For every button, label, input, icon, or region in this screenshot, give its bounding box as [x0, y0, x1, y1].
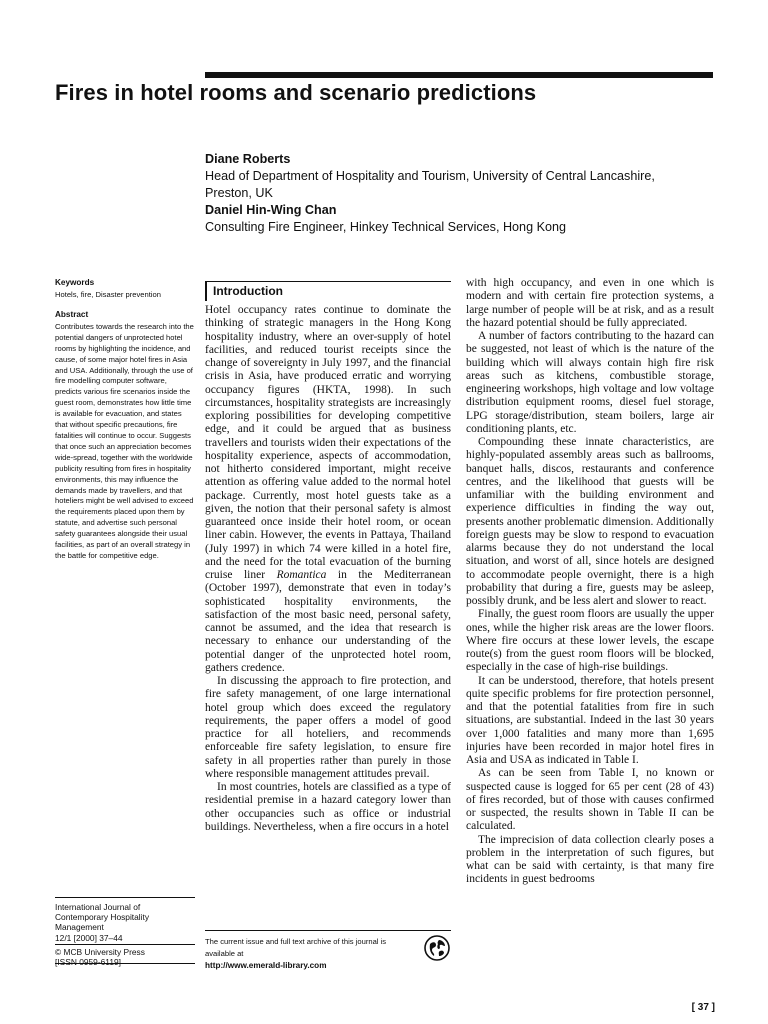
journal-name: Contemporary Hospitality: [55, 912, 150, 923]
title-rule: [205, 72, 713, 78]
body-paragraph: The imprecision of data collection clearly poses a problem in the interpretation of such figures, but what can be said with certainty, is that many fire incidents in guest bedrooms: [466, 833, 714, 886]
keywords-text: Hotels, fire, Disaster prevention: [55, 289, 161, 299]
publisher: © MCB University Press: [55, 946, 145, 957]
body-paragraph: As can be seen from Table I, no known or suspected cause is logged for 65 per cent (28 of 43) of fires recorded, but of those with causes confirmed or suspected, the results shown in Table II can be calculated.: [466, 767, 714, 833]
body-paragraph: In most countries, hotels are classified as a type of residential premise in a hazard category lower than other occupancies such as office or industrial buildings. Nevertheless, when a fire occurs in a hotel: [205, 781, 451, 833]
abstract-text: Contributes towards the research into the potential dangers of unprotected hotel rooms by highlighting the incidence, and cause, of some major hotel fires in Asia and USA. Additionally, through the use of fire modelling computer software, predicts various fire scenarios inside the guest room, demonstrates how little time is available for evacuation, and states that without specific precautions, fire fatalities will continue to occur. Suggests that once such an appreciation becomes wide-spread, together with the worldwide publicity resulting from fires in hospitality environments, this may influence the demands made by travellers, and that hoteliers might be well advised to exceed the requirements placed upon them by statute, and advertise such personal safety guarantees alongside their usual facilities, as part of an overall strategy in the battle for competitive edge.: [55, 321, 194, 560]
author-affiliation: Consulting Fire Engineer, Hinkey Technical Services, Hong Kong: [205, 220, 566, 234]
body-paragraph: [205, 304, 451, 675]
body-column-1: [205, 304, 451, 834]
section-heading: Introduction: [205, 281, 451, 301]
keywords-heading: Keywords: [55, 278, 95, 287]
footnote-rule: [205, 930, 451, 931]
page-number: [ 37 ]: [691, 1002, 715, 1013]
footnote: [205, 936, 415, 972]
body-paragraph: Compounding these innate characteristics, are highly-populated assembly areas such as ballrooms, banquet halls, discos, restaurants and conference centres, and the likelihood that guests will be unfamiliar with the building environment and experience difficulties in finding the way out, presents another problematic dimension. Additionally foreign guests may be slow to respond to evacuation alarms because they do not understand the local situation, and worst of all, since hotels are designed to accommodate people overnight, there is a high probability that during a fire, guests may be asleep, possibly drunk, and be less alert and slower to react.: [466, 436, 714, 607]
body-text: Hotel occupancy rates continue to dominate the thinking of strategic managers in the Hong Kong hospitality industry, where an over-supply of hotel facilities, and reduced tourist receipts since the change of sovereignty in July 1997, and the financial crisis in Asia, have produced erratic and worrying occupancy figures (HKTA, 1998). In such circumstances, hospitality strategists are increasingly exploring possibilities for developing competitive edge, and it could be argued that as business travellers and tourists widen their expectations of the hospitality experience, aspects of accommodation, not hitherto considered important, might receive attention as offering value added to the normal hotel package. Currently, most hotel guests take as a given, the notion that their personal safety is almost guaranteed once inside their hotel room, or ocean liner cabin. However, the events in Pattaya, Thailand (July 1997) in which 74 were killed in a hotel fire, and the need for the total evacuation of the burning cruise liner: [205, 304, 451, 581]
journal-name: Management: [55, 922, 104, 933]
author-name: Daniel Hin-Wing Chan: [205, 203, 337, 217]
abstract-block: [55, 310, 195, 562]
article-title: Fires in hotel rooms and scenario predictions: [55, 80, 537, 105]
body-paragraph: In discussing the approach to fire protection, and fire safety management, of one large international hotel group which does exceed the regulatory requirements, the paper offers a model of good practice for all hoteliers, and recommends enforceable fire safety legislation, to ensure fire safety in all properties rather than purely in those where responsible management attitudes prevail.: [205, 675, 451, 780]
journal-divider: [55, 944, 195, 945]
author-affiliation: Head of Department of Hospitality and Tourism, University of Central Lancashire,: [205, 169, 655, 183]
body-paragraph: A number of factors contributing to the hazard can be suggested, not least of which is the nature of the building which will always contain high fire risk areas such as kitchens, combustible storage, engineering workshops, high voltage and low voltage distribution equipment rooms, diesel fuel storage, LPG storage/distribution, steam boilers, large air conditioning plants, etc.: [466, 330, 714, 435]
body-column-2: [466, 277, 714, 887]
journal-url-link[interactable]: http://www.emerald-library.com: [205, 961, 327, 970]
ship-name: Romantica: [276, 569, 327, 581]
issn: [ISSN 0959-6119]: [55, 957, 121, 968]
journal-name: International Journal of: [55, 902, 141, 912]
keywords-block: [55, 278, 195, 301]
body-paragraph: It can be understood, therefore, that hotels present quite specific problems for fire protection personnel, and that the potential fatalities from fire in such situations, are substantial. Indeed in the last 30 years over 1,000 fatalities and many more than 1,695 injuries have been recorded in major hotel fires in Asia and USA as indicated in Table I.: [466, 674, 714, 766]
body-text: in the Mediterranean (October 1997), demonstrate that even in today’s sophisticated hospitality environments, the satisfaction of the most basic need, personal safety, cannot be assumed, and the idea that research is necessary to enhance our understanding of the potential danger of the unprotected hotel room, gathers credence.: [205, 569, 451, 674]
abstract-heading: Abstract: [55, 310, 89, 319]
body-paragraph: with high occupancy, and even in one which is modern and with certain fire protection systems, a large number of people will be at risk, and as a result the hazard potential should be fully appreciated.: [466, 277, 714, 329]
journal-issue: 12/1 [2000] 37–44: [55, 932, 123, 943]
author-name: Diane Roberts: [205, 152, 291, 166]
journal-bottom-rule: [55, 963, 195, 964]
author-block: [205, 151, 720, 236]
footnote-text: The current issue and full text archive of this journal is available at: [205, 937, 387, 958]
body-paragraph: Finally, the guest room floors are usually the upper ones, while the higher risk areas are the lower floors. Where fire occurs at these lower levels, the escape route(s) from the guest room floors will be blocked, especially in the case of high-rise buildings.: [466, 608, 714, 674]
author-affiliation: Preston, UK: [205, 186, 273, 200]
journal-info: [55, 897, 195, 967]
globe-icon: [424, 935, 450, 961]
